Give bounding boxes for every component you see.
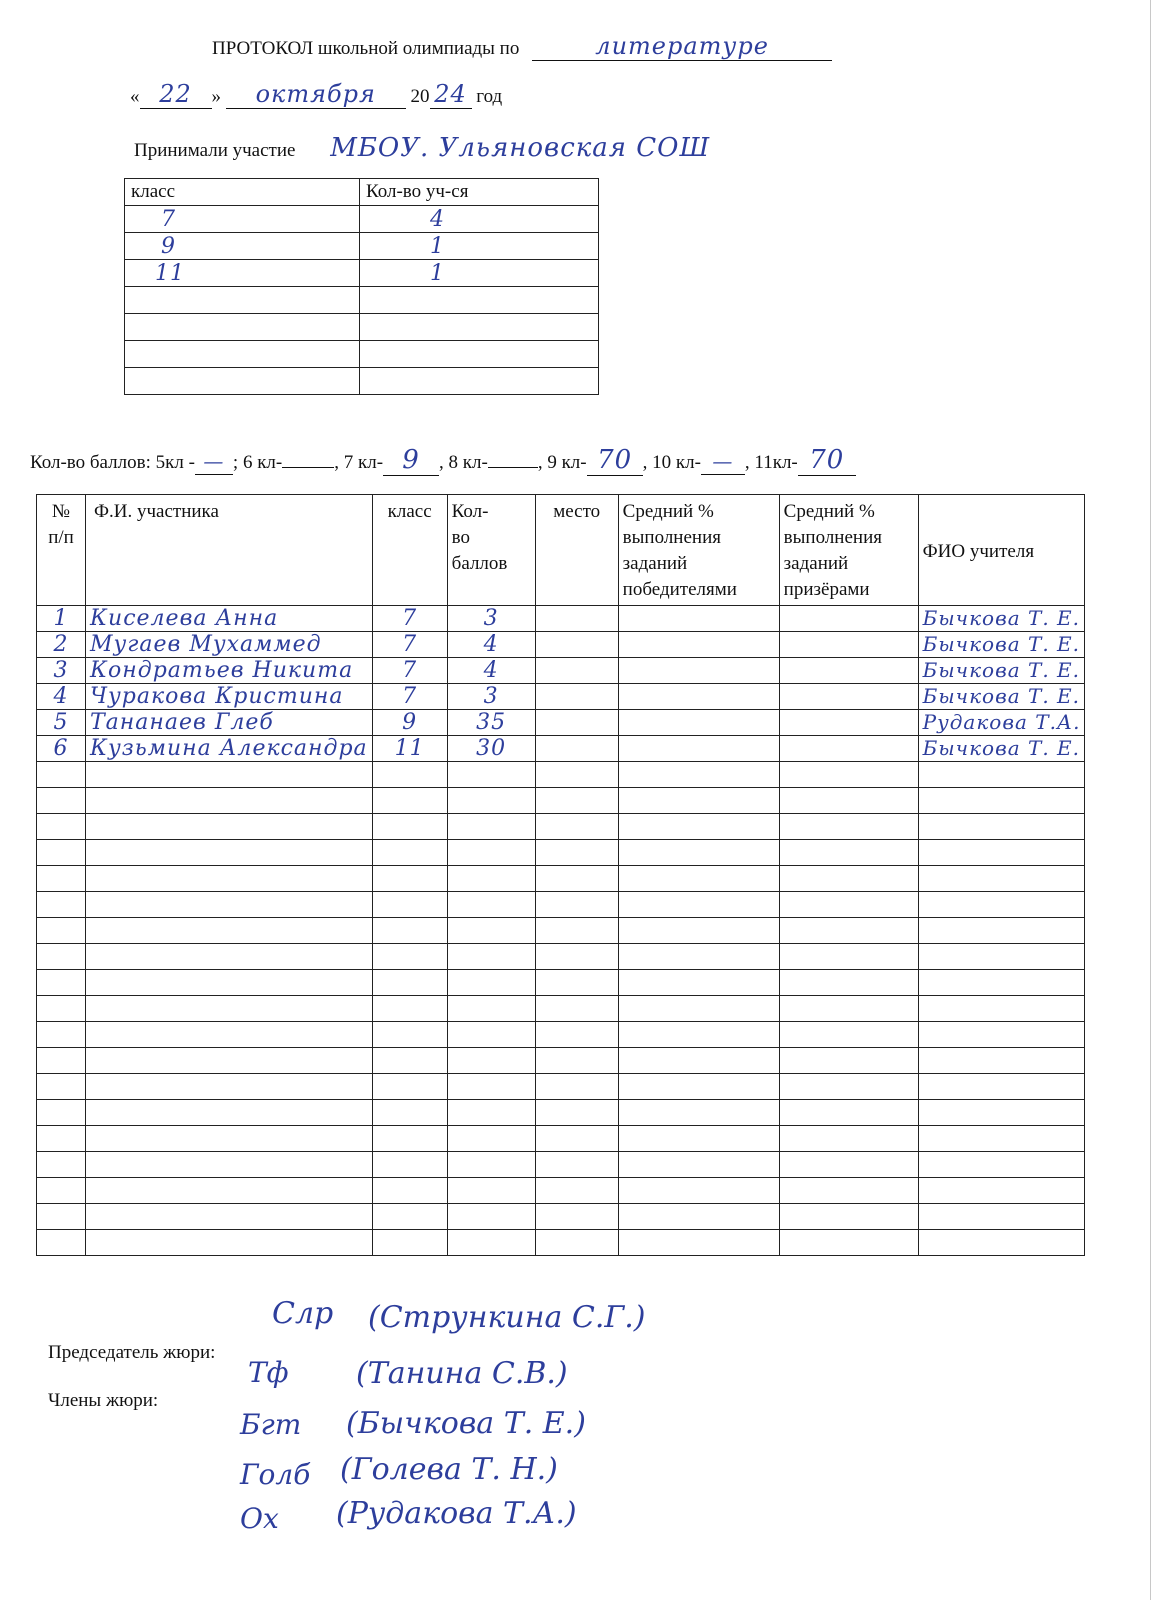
participant-class: 7 [402,632,418,657]
participant-name: Кондратьев Никита [90,658,354,683]
count-cell: 4 [430,206,445,232]
results-empty-row [37,1152,1085,1178]
results-empty-row [37,1100,1085,1126]
participant-score: 35 [476,710,507,735]
title-text: ПРОТОКОЛ школьной олимпиады по [212,38,520,59]
results-empty-row [37,866,1085,892]
score-grade-value: — [712,449,734,473]
score-grade-field [587,445,643,476]
count-header: Кол-во уч-ся [360,179,599,206]
score-grade-label: 10 кл- [652,452,701,473]
col-header-winners-pct: Средний % выполнения заданий победителями [622,501,737,600]
score-grade-field [282,467,334,468]
class-table-row [125,206,599,233]
row-number: 4 [53,684,69,709]
member-name: (Рудакова Т.А.) [336,1496,577,1531]
score-grade-field [383,445,439,476]
score-sep: , [744,452,750,473]
quote-open: « [130,86,140,107]
scan-edge-line [1150,0,1151,1600]
participated-label: Принимали участие [134,140,296,161]
participant-name: Чуракова Кристина [90,684,344,709]
class-cell: 11 [155,260,185,286]
participant-class: 7 [402,658,418,683]
member-signature: Тф [248,1356,289,1389]
participant-class: 7 [402,684,418,709]
results-row [37,658,1085,684]
score-grade-label: 5кл - [155,452,195,473]
chair-signature: Слр [272,1296,334,1331]
class-count-table [124,178,599,395]
school-value: МБОУ. Ульяновская СОШ [330,133,711,163]
col-header-name: Ф.И. участника [94,501,219,522]
day-field [140,80,212,109]
month-value: октября [255,80,376,108]
row-number: 1 [53,606,69,631]
results-empty-row [37,1048,1085,1074]
score-grade-value: 9 [402,445,420,475]
col-header-teacher: ФИО учителя [922,541,1035,562]
results-empty-row [37,1178,1085,1204]
results-empty-row [37,814,1085,840]
participant-name: Киселева Анна [90,606,279,631]
results-empty-row [37,1126,1085,1152]
score-grade-field [195,449,233,475]
participant-score: 3 [483,606,499,631]
score-grade-label: 6 кл- [242,452,283,473]
class-table-row [125,314,599,341]
teacher-name: Рудакова Т.А. [922,710,1081,734]
date-row [130,80,502,109]
results-row [37,606,1085,632]
member-name: (Голева Т. Н.) [340,1452,558,1487]
participant-score: 4 [483,632,499,657]
class-table-row [125,368,599,395]
participant-class: 7 [402,606,418,631]
score-sep: , [642,452,648,473]
title-row [212,32,832,61]
class-table-row [125,233,599,260]
col-header-score: Кол- во баллов [451,501,508,574]
score-grade-label: 7 кл- [343,452,384,473]
score-sep: ; [232,452,239,473]
participant-score: 30 [476,736,507,761]
scores-row [30,445,856,476]
results-empty-row [37,918,1085,944]
class-header: класс [125,179,360,206]
row-number: 6 [53,736,69,761]
quote-close: » [211,86,221,107]
col-header-number: № п/п [48,501,74,548]
class-table-row [125,341,599,368]
score-grade-value: 70 [809,445,845,475]
score-sep: , [537,452,543,473]
score-grade-value: — [203,449,225,473]
teacher-name: Бычкова Т. Е. [922,606,1081,630]
month-field [226,80,406,109]
member-signature: Бгт [240,1408,302,1441]
teacher-name: Бычкова Т. Е. [922,736,1081,760]
year-field [430,80,472,109]
results-table [36,494,1085,1256]
score-sep: , [439,452,444,473]
score-sep: , [334,452,339,473]
participant-score: 4 [483,658,499,683]
participant-class: 9 [402,710,418,735]
year-value: 24 [434,80,467,108]
score-grade-field [488,467,538,468]
participant-score: 3 [483,684,499,709]
score-grade-value: 70 [597,445,633,475]
col-header-class: класс [387,501,432,522]
count-cell: 1 [430,260,445,286]
row-number: 5 [53,710,69,735]
year-word: год [476,86,503,107]
results-body [37,606,1085,1256]
class-table-row [125,287,599,314]
teacher-name: Бычкова Т. Е. [922,684,1081,708]
score-grade-label: 8 кл- [448,452,488,473]
row-number: 3 [53,658,69,683]
member-name: (Танина С.В.) [356,1356,568,1391]
results-empty-row [37,970,1085,996]
day-value: 22 [159,80,192,108]
results-empty-row [37,788,1085,814]
teacher-name: Бычкова Т. Е. [922,632,1081,656]
results-empty-row [37,892,1085,918]
score-grade-label: 9 кл- [547,452,587,473]
class-cell: 7 [161,206,176,232]
scores-label: Кол-во баллов: [30,452,151,473]
row-number: 2 [53,632,69,657]
members-label: Члены жюри: [48,1390,159,1411]
chair-label: Председатель жюри: [48,1342,216,1363]
teacher-name: Бычкова Т. Е. [922,658,1081,682]
results-empty-row [37,762,1085,788]
score-grade-field [701,449,745,475]
chair-name: (Стрункина С.Г.) [368,1300,646,1335]
class-table-header [125,179,599,206]
score-grade-label: 11кл- [754,452,798,473]
results-row [37,684,1085,710]
participant-name: Мугаев Мухаммед [90,632,322,657]
subject-field [532,32,832,61]
results-row [37,632,1085,658]
results-empty-row [37,996,1085,1022]
class-cell: 9 [161,233,176,259]
participant-name: Тананаев Глеб [90,710,274,735]
year-prefix: 20 [410,86,430,107]
participant-name: Кузьмина Александра [90,736,368,761]
results-row [37,736,1085,762]
results-header-row [37,495,1085,606]
participant-class: 11 [394,736,425,761]
class-table-row [125,260,599,287]
results-empty-row [37,1230,1085,1256]
col-header-prizewinners-pct: Средний % выполнения заданий призёрами [783,501,882,600]
member-signature: Голб [240,1458,311,1491]
participated-row [134,133,710,163]
results-empty-row [37,1074,1085,1100]
member-signature: Ох [240,1502,279,1535]
col-header-place: место [553,501,601,522]
results-empty-row [37,1022,1085,1048]
results-empty-row [37,1204,1085,1230]
results-row [37,710,1085,736]
member-name: (Бычкова Т. Е.) [346,1406,586,1441]
score-grade-field [798,445,856,476]
subject-value: литературе [595,32,769,60]
results-empty-row [37,840,1085,866]
count-cell: 1 [430,233,445,259]
results-empty-row [37,944,1085,970]
